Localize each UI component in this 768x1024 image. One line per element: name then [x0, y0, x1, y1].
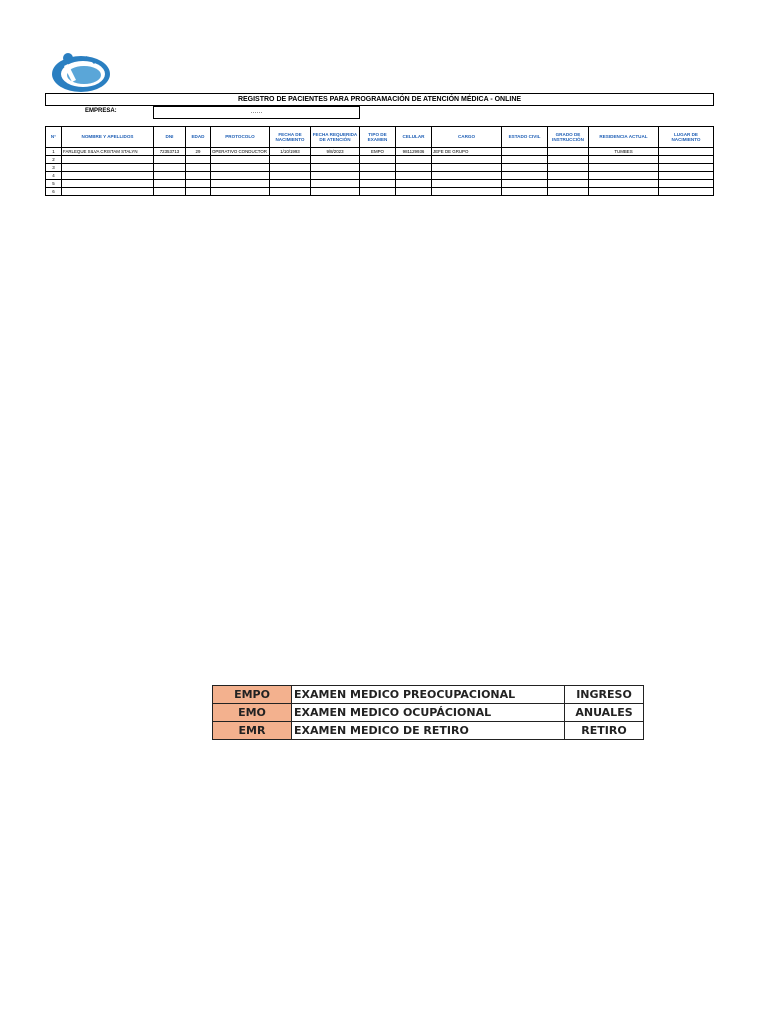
column-header: ESTADO CIVIL [502, 127, 548, 148]
column-header: GRADO DE INSTRUCCIÓN [548, 127, 589, 148]
table-cell[interactable] [311, 180, 360, 188]
column-header: DNI [154, 127, 186, 148]
table-cell[interactable]: 1 [46, 148, 62, 156]
table-cell[interactable] [154, 172, 186, 180]
table-cell[interactable]: OPERATIVO CONDUCTOR [211, 148, 270, 156]
table-cell[interactable] [502, 180, 548, 188]
table-cell[interactable] [432, 188, 502, 196]
table-cell[interactable]: 1/10/1993 [270, 148, 311, 156]
table-cell[interactable] [396, 172, 432, 180]
table-cell[interactable]: 3 [46, 164, 62, 172]
legend-category: RETIRO [565, 722, 644, 740]
column-header: PROTOCOLO [211, 127, 270, 148]
table-cell[interactable]: 4 [46, 172, 62, 180]
table-cell[interactable] [154, 156, 186, 164]
table-header-row [46, 127, 714, 148]
table-cell[interactable] [270, 156, 311, 164]
table-cell[interactable] [432, 164, 502, 172]
column-header: RESIDENCIA ACTUAL [589, 127, 659, 148]
table-cell[interactable]: 72353713 [154, 148, 186, 156]
table-cell[interactable] [211, 172, 270, 180]
column-header: LUGAR DE NACIMIENTO [659, 127, 714, 148]
page-title: REGISTRO DE PACIENTES PARA PROGRAMACIÓN DE ATENCIÓN MÉDICA - ONLINE [45, 93, 714, 106]
table-cell[interactable] [62, 156, 154, 164]
table-row [46, 148, 714, 156]
table-cell[interactable] [62, 164, 154, 172]
legend-category: ANUALES [565, 704, 644, 722]
table-cell[interactable] [270, 180, 311, 188]
table-cell[interactable] [360, 188, 396, 196]
legend-description: EXAMEN MEDICO PREOCUPACIONAL [292, 686, 565, 704]
table-cell[interactable] [211, 188, 270, 196]
table-cell[interactable] [211, 180, 270, 188]
table-cell[interactable] [589, 156, 659, 164]
table-cell[interactable] [311, 164, 360, 172]
table-cell[interactable] [502, 156, 548, 164]
table-cell[interactable]: 2 [46, 156, 62, 164]
column-header: CELULAR [396, 127, 432, 148]
column-header: FECHA DE NACIMIENTO [270, 127, 311, 148]
table-cell[interactable] [270, 188, 311, 196]
table-cell[interactable] [548, 156, 589, 164]
table-cell[interactable] [270, 172, 311, 180]
table-cell[interactable]: FARLEQUE SILVA CRISTAM STALYN [62, 148, 154, 156]
table-cell[interactable] [311, 172, 360, 180]
table-cell[interactable] [211, 156, 270, 164]
empresa-label: EMPRESA: [85, 108, 117, 114]
legend-row [213, 704, 644, 722]
table-cell[interactable] [589, 172, 659, 180]
table-cell[interactable] [396, 180, 432, 188]
table-cell[interactable] [548, 164, 589, 172]
table-cell[interactable] [502, 188, 548, 196]
table-cell[interactable] [311, 156, 360, 164]
table-cell[interactable] [502, 164, 548, 172]
table-cell[interactable] [589, 164, 659, 172]
legend-code: EMPO [213, 686, 292, 704]
table-cell[interactable]: JEFE DE GRUPO [432, 148, 502, 156]
legend-row [213, 722, 644, 740]
table-row [46, 156, 714, 164]
legend-code: EMO [213, 704, 292, 722]
column-header: FECHA REQUERIDA DE ATENCIÓN [311, 127, 360, 148]
table-cell[interactable] [186, 164, 211, 172]
empresa-field[interactable]: …… [153, 106, 360, 119]
table-cell[interactable]: TUMBES [589, 148, 659, 156]
legend-row [213, 686, 644, 704]
table-cell[interactable] [396, 188, 432, 196]
table-cell[interactable] [62, 188, 154, 196]
table-cell[interactable] [502, 148, 548, 156]
legend-category: INGRESO [565, 686, 644, 704]
table-cell[interactable] [154, 180, 186, 188]
table-cell[interactable] [659, 188, 714, 196]
table-cell[interactable] [311, 188, 360, 196]
table-row [46, 180, 714, 188]
patients-table [45, 126, 714, 196]
table-cell[interactable] [154, 188, 186, 196]
table-cell[interactable] [360, 164, 396, 172]
table-cell[interactable] [502, 172, 548, 180]
table-cell[interactable]: 981129936 [396, 148, 432, 156]
table-row [46, 172, 714, 180]
table-cell[interactable] [360, 180, 396, 188]
table-cell[interactable] [360, 156, 396, 164]
table-cell[interactable] [548, 148, 589, 156]
table-cell[interactable] [62, 172, 154, 180]
table-cell[interactable] [186, 180, 211, 188]
table-cell[interactable] [432, 180, 502, 188]
table-cell[interactable]: 6 [46, 188, 62, 196]
table-cell[interactable] [589, 180, 659, 188]
table-cell[interactable] [186, 188, 211, 196]
column-header: CARGO [432, 127, 502, 148]
column-header: TIPO DE EXAMEN [360, 127, 396, 148]
table-cell[interactable]: 9/8/2023 [311, 148, 360, 156]
table-cell[interactable] [154, 164, 186, 172]
legend-code: EMR [213, 722, 292, 740]
table-row [46, 164, 714, 172]
table-cell[interactable] [589, 188, 659, 196]
company-logo [50, 50, 112, 94]
table-cell[interactable] [62, 180, 154, 188]
table-cell[interactable] [432, 172, 502, 180]
table-cell[interactable] [548, 172, 589, 180]
table-cell[interactable] [396, 164, 432, 172]
table-cell[interactable] [186, 172, 211, 180]
table-cell[interactable] [659, 156, 714, 164]
legend-description: EXAMEN MEDICO DE RETIRO [292, 722, 565, 740]
table-cell[interactable] [396, 156, 432, 164]
column-header: NOMBRE Y APELLIDOS [62, 127, 154, 148]
table-cell[interactable] [186, 156, 211, 164]
table-cell[interactable] [548, 188, 589, 196]
table-row [46, 188, 714, 196]
table-cell[interactable] [548, 180, 589, 188]
table-cell[interactable] [659, 164, 714, 172]
table-cell[interactable] [659, 180, 714, 188]
table-cell[interactable]: 5 [46, 180, 62, 188]
table-cell[interactable] [270, 164, 311, 172]
exam-legend-table [212, 685, 644, 740]
table-cell[interactable]: 29 [186, 148, 211, 156]
column-header: N° [46, 127, 62, 148]
table-cell[interactable] [659, 148, 714, 156]
table-cell[interactable] [432, 156, 502, 164]
table-cell[interactable] [659, 172, 714, 180]
table-cell[interactable]: EMPO [360, 148, 396, 156]
table-cell[interactable] [360, 172, 396, 180]
table-cell[interactable] [211, 164, 270, 172]
column-header: EDAD [186, 127, 211, 148]
legend-description: EXAMEN MEDICO OCUPÁCIONAL [292, 704, 565, 722]
